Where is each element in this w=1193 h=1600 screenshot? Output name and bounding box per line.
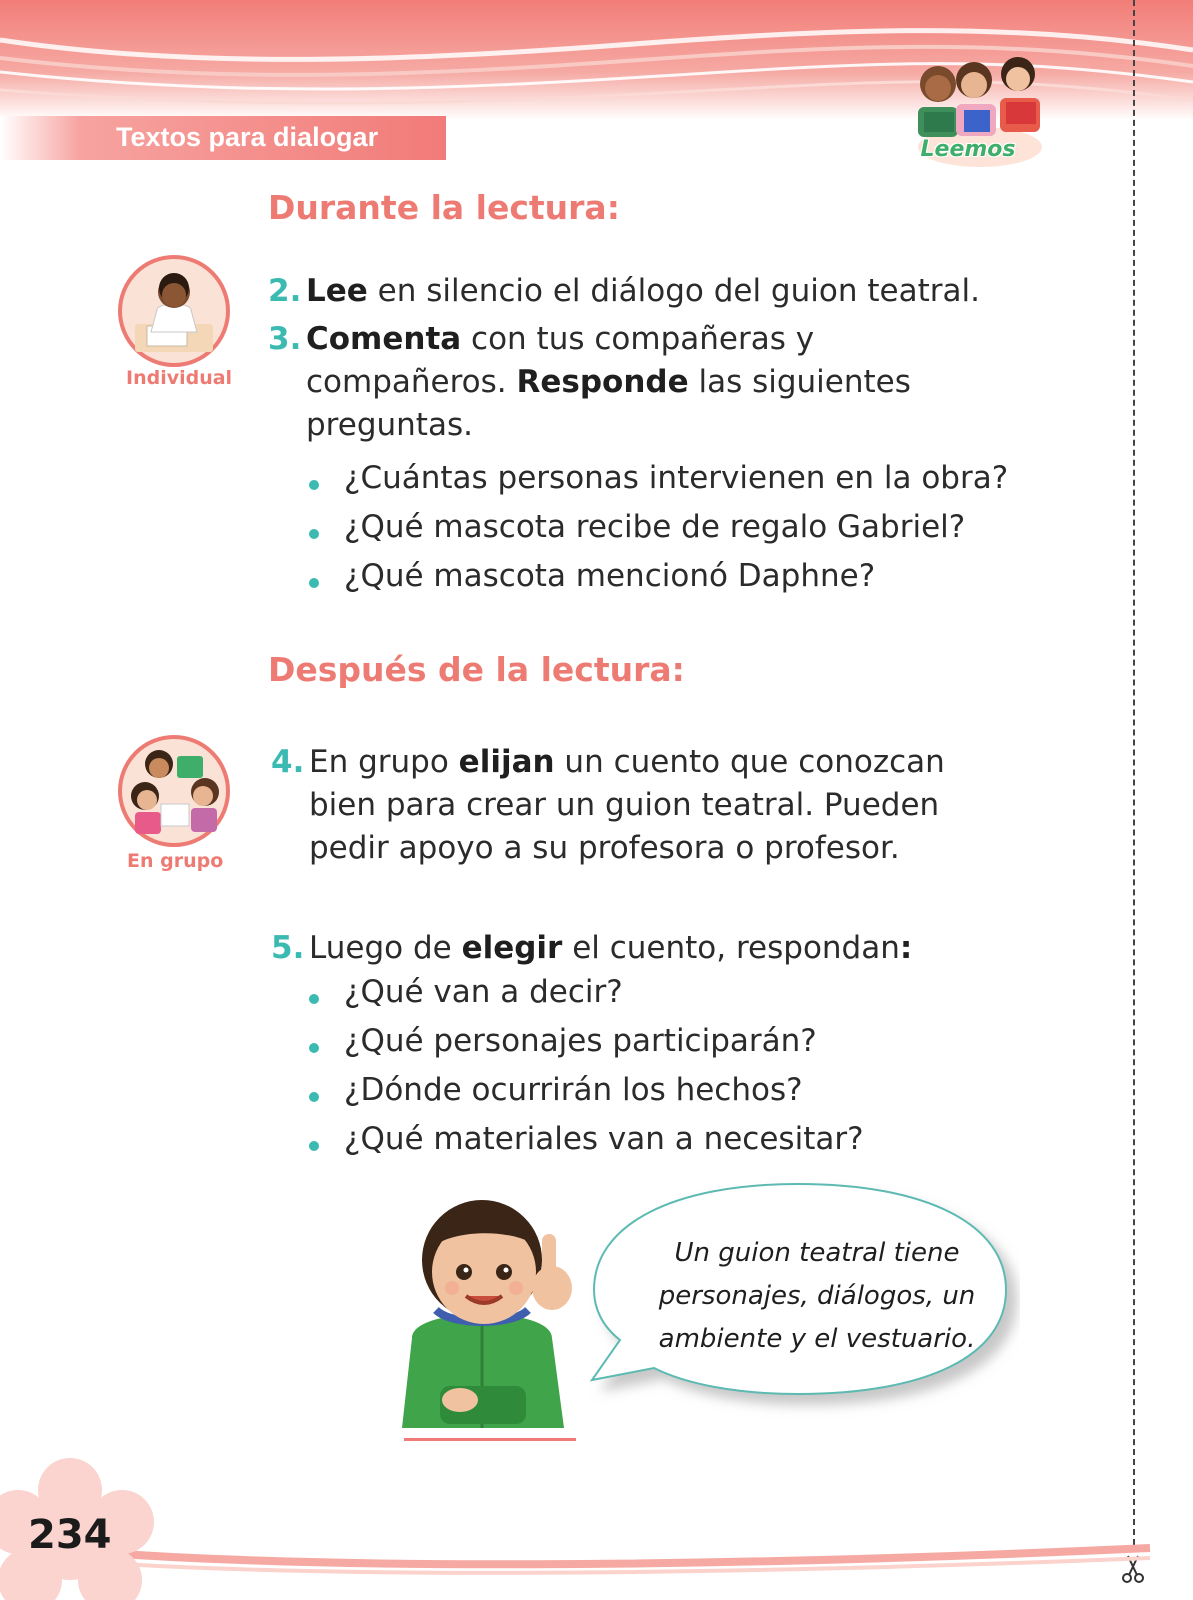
boy-pointing-illustration xyxy=(392,1188,582,1446)
leemos-badge-label: Leemos xyxy=(920,137,1016,162)
section-banner xyxy=(0,116,446,160)
item-number: 4. xyxy=(271,744,305,780)
question-item: ¿Qué mascota recibe de regalo Gabriel? xyxy=(306,509,1106,558)
illustration-baseline xyxy=(404,1438,576,1441)
after-reading-heading: Después de la lectura: xyxy=(268,650,685,689)
question-item: ¿Cuántas personas intervienen en la obra? xyxy=(306,460,1106,509)
item-colon: : xyxy=(899,930,913,966)
after-questions-list xyxy=(306,974,1106,1170)
group-label: En grupo xyxy=(127,850,224,872)
section-title: Textos para dialogar xyxy=(116,122,379,152)
cut-line xyxy=(1133,0,1135,1545)
instruction-4 xyxy=(271,741,989,870)
question-item: ¿Dónde ocurrirán los hechos? xyxy=(306,1072,1106,1121)
bold-verb: elegir xyxy=(461,930,563,966)
item-text: en silencio el diálogo del guion teatral. xyxy=(367,273,980,309)
speech-bubble-text xyxy=(642,1232,992,1361)
question-item: ¿Qué van a decir? xyxy=(306,974,1106,1023)
question-item: ¿Qué mascota mencionó Daphne? xyxy=(306,558,1106,607)
group-students-icon xyxy=(117,734,231,848)
item-text: Luego de xyxy=(309,930,462,966)
instruction-5 xyxy=(271,927,1069,970)
bold-verb: Lee xyxy=(306,273,368,309)
footer-wave-decoration xyxy=(0,1520,1193,1600)
question-item: ¿Qué personajes participarán? xyxy=(306,1023,1106,1072)
question-item: ¿Qué materiales van a necesitar? xyxy=(306,1121,1106,1170)
item-number: 5. xyxy=(271,930,305,966)
instruction-2 xyxy=(268,270,1026,313)
item-text: En grupo xyxy=(309,744,459,780)
speech-line: ambiente y el vestuario. xyxy=(658,1324,976,1354)
individual-student-icon xyxy=(117,254,231,368)
item-text: un cuento que conozcan bien para crear un guion teatral. Pueden pedir apoyo a su profesora o profesor. xyxy=(309,744,945,866)
speech-line: Un guion teatral tiene xyxy=(674,1238,960,1268)
item-text: las siguientes preguntas. xyxy=(306,364,911,443)
during-reading-heading: Durante la lectura: xyxy=(268,188,620,227)
individual-label: Individual xyxy=(126,367,233,389)
bold-verb: Comenta xyxy=(306,321,462,357)
during-questions-list xyxy=(306,460,1106,607)
item-text: el cuento, respondan xyxy=(562,930,900,966)
item-number: 3. xyxy=(268,321,302,357)
instruction-3 xyxy=(268,318,926,447)
item-number: 2. xyxy=(268,273,302,309)
bold-verb: Responde xyxy=(516,364,689,400)
speech-line: personajes, diálogos, un xyxy=(658,1281,976,1311)
bold-verb: elijan xyxy=(458,744,555,780)
item-text: con tus compañeras y compañeros. xyxy=(306,321,815,400)
page-number: 234 xyxy=(28,1512,112,1558)
